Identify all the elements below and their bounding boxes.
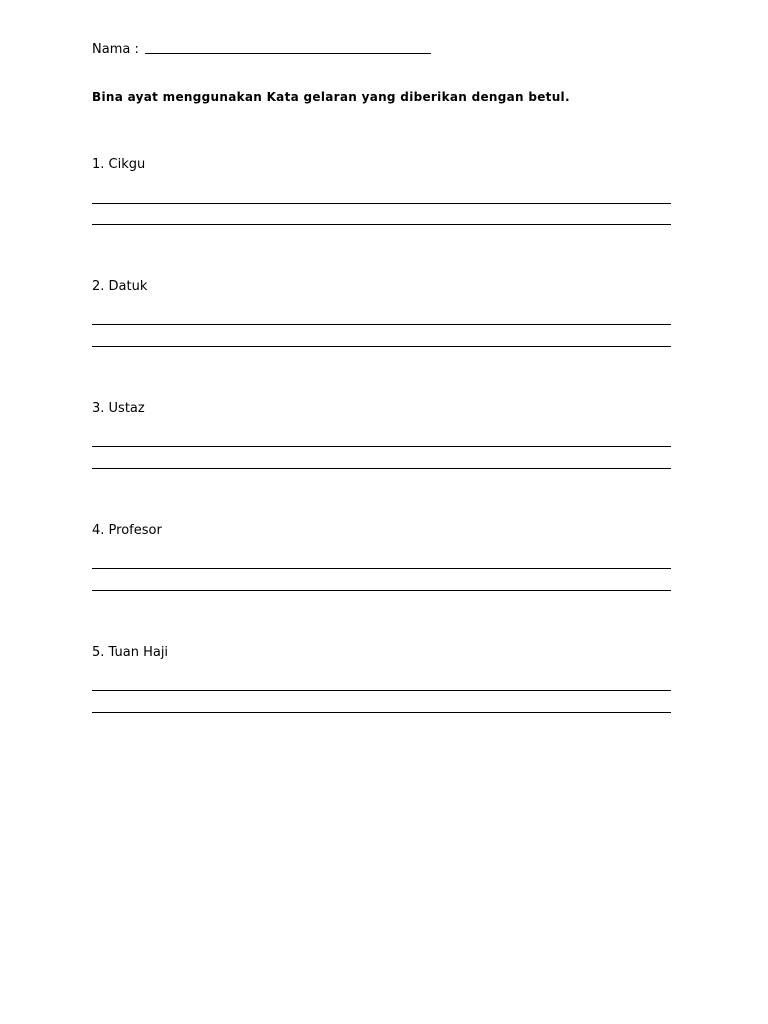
question-2 (92, 278, 672, 296)
name-blank[interactable] (145, 53, 431, 54)
question-label: 3. Ustaz (92, 401, 145, 416)
question-3 (92, 400, 672, 418)
answer-line[interactable] (92, 590, 671, 591)
answer-line[interactable] (92, 712, 671, 713)
answer-line[interactable] (92, 203, 671, 204)
name-label: Nama : (92, 42, 139, 57)
question-label: 2. Datuk (92, 279, 148, 294)
question-4 (92, 522, 672, 540)
question-label: 4. Profesor (92, 523, 162, 538)
question-label: 5. Tuan Haji (92, 645, 169, 660)
answer-line[interactable] (92, 468, 671, 469)
answer-line[interactable] (92, 568, 671, 569)
answer-line[interactable] (92, 690, 671, 691)
answer-line[interactable] (92, 324, 671, 325)
question-1 (92, 156, 672, 174)
question-5 (92, 644, 672, 662)
answer-line[interactable] (92, 224, 671, 225)
instruction-text: Bina ayat menggunakan Kata gelaran yang diberikan dengan betul. (92, 90, 570, 104)
question-label: 1. Cikgu (92, 157, 146, 172)
answer-line[interactable] (92, 346, 671, 347)
answer-line[interactable] (92, 446, 671, 447)
name-field[interactable] (92, 42, 431, 57)
